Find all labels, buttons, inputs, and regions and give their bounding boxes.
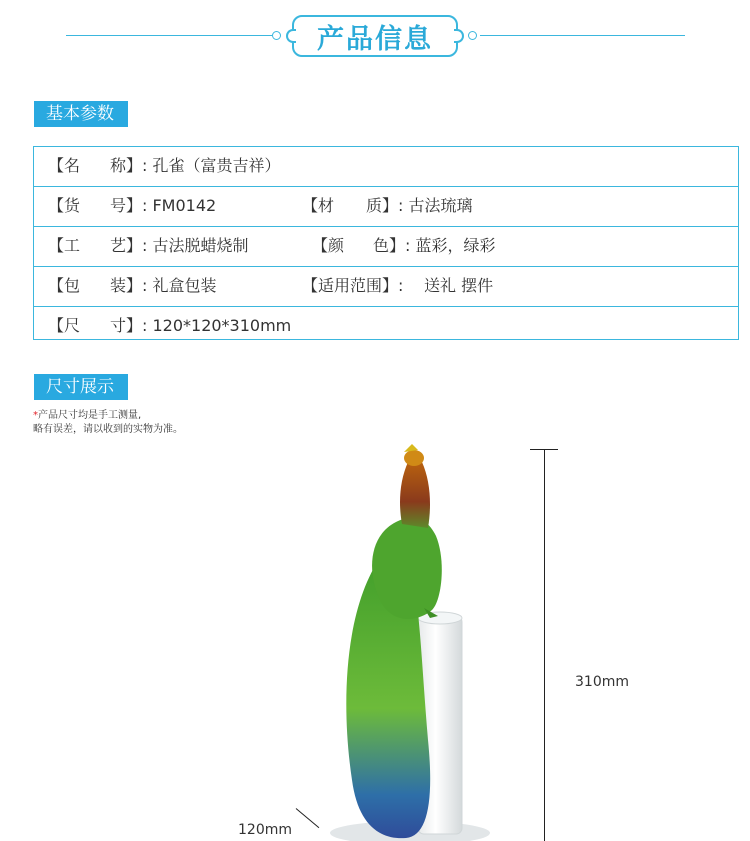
size-note: [33, 409, 183, 437]
note-line-2: 略有误差，请以收到的实物为准。: [33, 424, 183, 435]
spec-value: 装】: 礼盒包装: [110, 276, 217, 295]
spec-label: 【名: [48, 156, 81, 175]
spec-row-size: [34, 307, 738, 346]
basic-params-tab: 基本参数: [34, 101, 128, 127]
section-title-badge: [292, 15, 458, 57]
spec-value: 艺】: 古法脱蜡烧制: [110, 236, 249, 255]
spec-label: 【适用范围】:: [302, 276, 404, 295]
spec-value: 质】: 古法琉璃: [366, 196, 473, 215]
spec-row-sku: [34, 187, 738, 227]
header-rule-right: [480, 35, 685, 36]
note-asterisk: *: [33, 410, 38, 421]
spec-label: 【包: [48, 276, 81, 295]
spec-label: 【材: [302, 196, 335, 215]
spec-row-name: [34, 147, 738, 187]
header-dot-right: [468, 31, 477, 40]
note-line-1: 产品尺寸均是手工测量,: [38, 410, 142, 421]
spec-label: 【尺: [48, 316, 81, 335]
height-measure-line: [544, 449, 545, 841]
peacock-body: [372, 518, 442, 619]
spec-label: 【工: [48, 236, 81, 255]
spec-label: 【货: [48, 196, 81, 215]
spec-label: 【颜: [312, 236, 345, 255]
peacock-head: [404, 450, 424, 466]
spec-table: [33, 146, 739, 340]
header-dot-left: [272, 31, 281, 40]
page-title: 产品信息: [317, 23, 433, 55]
spec-value: 号】: FM0142: [110, 196, 217, 215]
spec-row-package: [34, 267, 738, 307]
badge-curl-left: [286, 29, 296, 43]
spec-value: 送礼 摆件: [424, 276, 494, 295]
spec-value: 寸】: 120*120*310mm: [110, 316, 292, 335]
peacock-glass-figurine: [300, 440, 520, 841]
badge-curl-right: [454, 29, 464, 43]
peacock-neck: [400, 462, 430, 528]
header-rule-left: [66, 35, 272, 36]
spec-value: 称】: 孔雀（富贵吉祥）: [110, 156, 281, 175]
spec-row-craft: [34, 227, 738, 267]
spec-value: 色】: 蓝彩，绿彩: [373, 236, 496, 255]
height-label: 310mm: [575, 674, 629, 690]
size-display-tab: 尺寸展示: [34, 374, 128, 400]
width-label: 120mm: [238, 822, 292, 838]
